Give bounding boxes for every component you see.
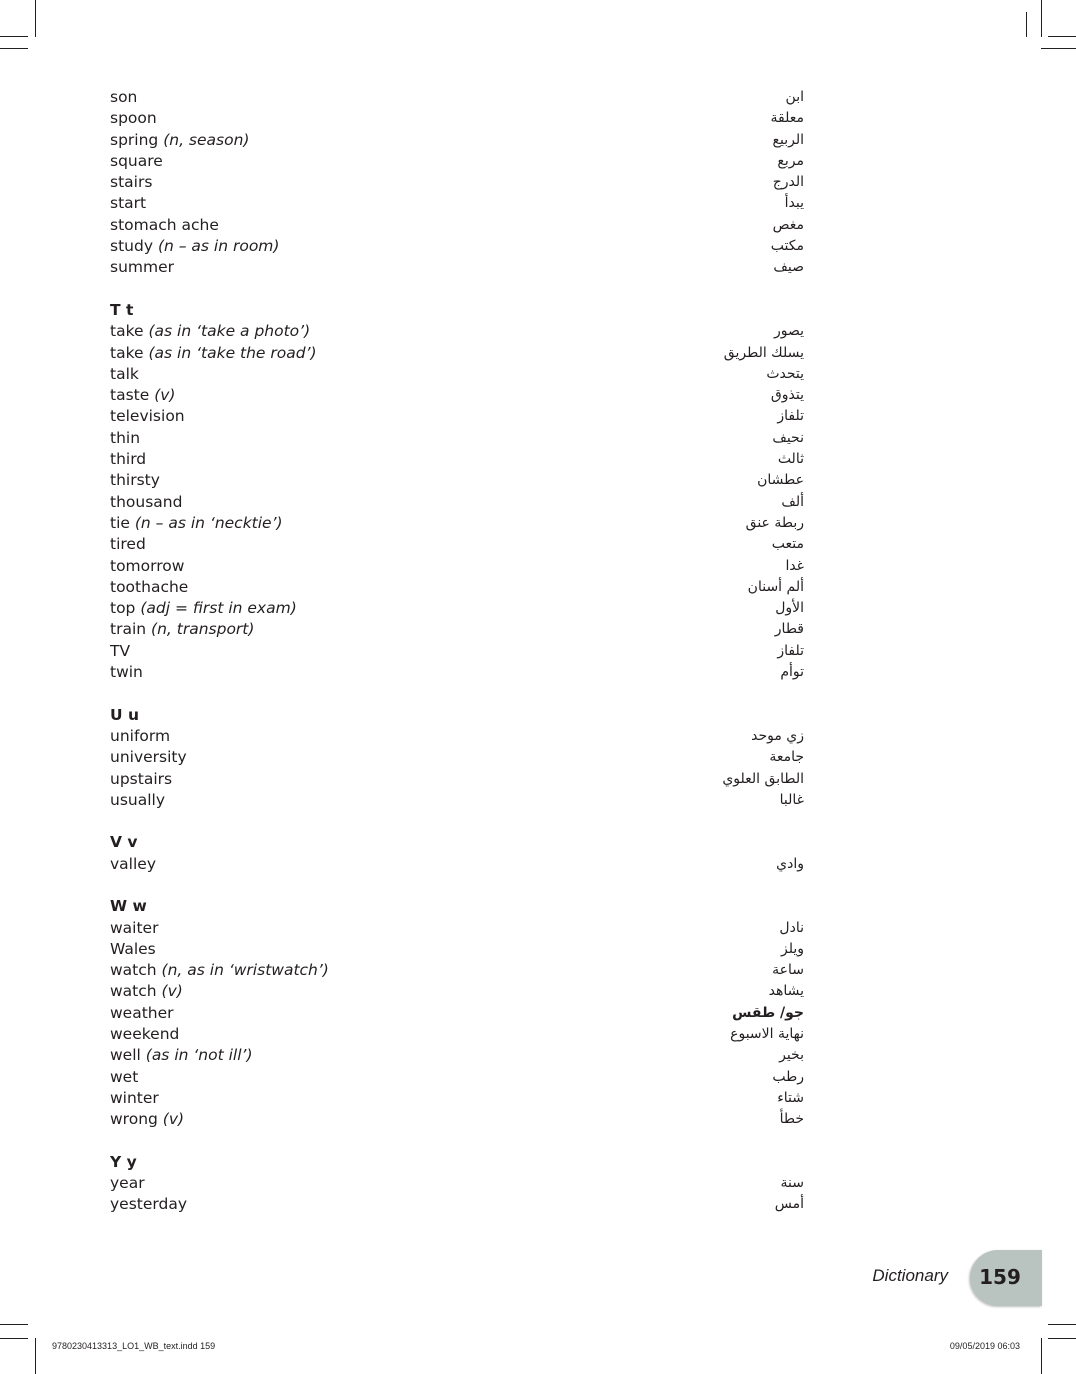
entry-english — [110, 1067, 138, 1088]
entry-arabic: مكتب — [770, 238, 804, 255]
crop-mark — [1048, 1338, 1076, 1339]
entry-word: winter — [110, 1088, 159, 1107]
entry-english — [110, 769, 172, 790]
entry-english — [110, 364, 139, 385]
entry-arabic: ويلز — [780, 940, 804, 957]
dictionary-entry — [110, 257, 804, 278]
entry-english — [110, 385, 175, 406]
entry-english — [110, 236, 279, 257]
entry-word: toothache — [110, 577, 189, 596]
section-spacer — [110, 1131, 804, 1152]
letter-heading-text: V v — [110, 833, 138, 852]
dictionary-entry — [110, 534, 804, 555]
entry-word: uniform — [110, 726, 171, 745]
entry-arabic: يصور — [773, 323, 804, 340]
dictionary-entry — [110, 1088, 804, 1109]
entry-english — [110, 1003, 174, 1024]
letter-heading — [110, 1152, 804, 1173]
entry-arabic: يسلك الطريق — [723, 344, 804, 361]
dictionary-entry — [110, 1194, 804, 1215]
crop-mark — [1048, 36, 1076, 37]
entry-arabic: ثالث — [777, 451, 804, 468]
entry-english — [110, 428, 140, 449]
entry-arabic: ربطة عنق — [745, 514, 804, 531]
entry-word: Wales — [110, 939, 156, 958]
dictionary-entry — [110, 641, 804, 662]
dictionary-entry — [110, 960, 804, 981]
entry-word: tomorrow — [110, 556, 185, 575]
section-spacer — [110, 279, 804, 300]
section-spacer — [110, 811, 804, 832]
dictionary-entry — [110, 215, 804, 236]
entry-arabic: تلفاز — [777, 642, 804, 659]
dictionary-entry — [110, 1173, 804, 1194]
entry-word: usually — [110, 790, 166, 809]
letter-heading — [110, 300, 804, 321]
entry-word: watch — [110, 961, 157, 980]
entry-word: son — [110, 88, 138, 106]
section-spacer — [110, 875, 804, 896]
entry-english — [110, 619, 254, 640]
entry-word: study — [110, 237, 153, 256]
entry-word: thirsty — [110, 471, 160, 490]
dictionary-entry — [110, 406, 804, 427]
entry-english — [110, 1045, 253, 1066]
entry-english — [110, 747, 187, 768]
entry-word: taste — [110, 386, 150, 405]
entry-english — [110, 726, 170, 747]
dictionary-entry — [110, 981, 804, 1002]
entry-arabic: ابن — [785, 89, 804, 105]
entry-word: yesterday — [110, 1195, 188, 1214]
letter-heading — [110, 705, 804, 726]
crop-mark — [1026, 12, 1027, 37]
entry-word: start — [110, 194, 147, 213]
entry-arabic: زي موحد — [751, 727, 804, 744]
entry-word: TV — [110, 641, 131, 660]
entry-arabic: بخير — [779, 1047, 804, 1064]
dictionary-entry — [110, 769, 804, 790]
crop-mark — [0, 48, 28, 49]
entry-word: tired — [110, 535, 146, 554]
entry-arabic: الأول — [775, 600, 804, 617]
entry-arabic: شتاء — [777, 1089, 804, 1106]
dictionary-entry — [110, 556, 804, 577]
entry-arabic: الدرج — [772, 174, 804, 191]
entry-english — [110, 1088, 159, 1109]
entry-english — [110, 87, 137, 108]
dictionary-entry — [110, 619, 804, 640]
entry-arabic: الطابق العلوي — [722, 770, 804, 787]
entry-arabic: قطار — [774, 621, 804, 638]
letter-heading-text: T t — [110, 300, 134, 319]
entry-note: (as in ‘take a photo’) — [148, 322, 311, 341]
entry-english — [110, 981, 183, 1002]
entry-word: spring — [110, 130, 159, 149]
entry-arabic: يتذوق — [770, 387, 804, 404]
crop-mark — [1041, 0, 1042, 37]
entry-english — [110, 960, 329, 981]
entry-english — [110, 257, 174, 278]
entry-arabic: خطأ — [779, 1111, 804, 1128]
entry-word: third — [110, 450, 147, 469]
entry-note: (n, transport) — [151, 620, 255, 639]
dictionary-entry — [110, 492, 804, 513]
dictionary-entry — [110, 854, 804, 875]
dictionary-entry — [110, 662, 804, 683]
entry-english — [110, 343, 317, 364]
entry-note: (as in ‘take the road’) — [148, 343, 317, 362]
entry-note: (n – as in ‘necktie’) — [134, 513, 283, 532]
entry-note: (v) — [162, 1110, 185, 1129]
entry-arabic: رطب — [772, 1068, 804, 1085]
dictionary-entry — [110, 108, 804, 129]
section-label: Dictionary — [872, 1266, 948, 1285]
entry-word: tie — [110, 513, 130, 532]
entry-english — [110, 641, 130, 662]
entry-arabic: نادل — [779, 919, 804, 936]
entry-word: upstairs — [110, 769, 173, 788]
entry-english — [110, 534, 146, 555]
letter-heading — [110, 832, 804, 853]
entry-note: (n, season) — [163, 130, 250, 149]
entry-word: year — [110, 1174, 145, 1193]
entry-arabic: صيف — [773, 259, 804, 276]
entry-note: (n – as in room) — [157, 237, 280, 256]
entry-english — [110, 215, 219, 236]
entry-english — [110, 449, 146, 470]
dictionary-entry — [110, 577, 804, 598]
entry-english — [110, 172, 152, 193]
entry-note: (n, as in ‘wristwatch’) — [161, 961, 329, 980]
entry-english — [110, 492, 182, 513]
dictionary-entry — [110, 598, 804, 619]
crop-mark — [1048, 1324, 1076, 1325]
crop-mark — [1041, 48, 1076, 49]
dictionary-entry — [110, 747, 804, 768]
dictionary-entry — [110, 1045, 804, 1066]
entry-word: square — [110, 151, 163, 170]
entry-note: (v) — [154, 386, 176, 405]
entry-arabic: غالبا — [779, 791, 804, 808]
entry-english — [110, 598, 297, 619]
entry-arabic: متعب — [771, 536, 804, 553]
crop-mark — [35, 1338, 36, 1374]
entry-arabic: الربيع — [772, 131, 804, 148]
entry-word: stairs — [110, 173, 153, 192]
dictionary-entry — [110, 790, 804, 811]
dictionary-entry — [110, 1024, 804, 1045]
entry-word: waiter — [110, 918, 159, 937]
entry-word: university — [110, 748, 187, 767]
entry-arabic: يبدأ — [784, 195, 804, 212]
entry-english — [110, 406, 185, 427]
entry-arabic: جو/ طقس — [732, 1004, 804, 1021]
entry-word: weather — [110, 1003, 174, 1022]
slug-file-info: 9780230413313_LO1_WB_text.indd 159 — [52, 1341, 216, 1351]
crop-mark — [35, 0, 36, 37]
entry-word: spoon — [110, 109, 157, 128]
entry-english — [110, 1109, 184, 1130]
dictionary-entry — [110, 343, 804, 364]
entry-english — [110, 513, 283, 534]
entry-arabic: مغص — [772, 216, 804, 233]
entry-arabic: ألم أسنان — [747, 578, 804, 595]
entry-arabic: أمس — [774, 1196, 804, 1213]
dictionary-entry — [110, 364, 804, 385]
entry-english — [110, 321, 310, 342]
entry-word: watch — [110, 982, 157, 1001]
entry-arabic: نحيف — [772, 429, 804, 446]
entry-english — [110, 662, 143, 683]
entry-arabic: عطشان — [757, 472, 804, 489]
dictionary-entry — [110, 1067, 804, 1088]
entry-arabic: غدا — [785, 557, 804, 574]
entry-arabic: ألف — [781, 493, 804, 510]
entry-english — [110, 130, 249, 151]
entry-word: wrong — [110, 1110, 158, 1129]
dictionary-entry — [110, 130, 804, 151]
entry-word: talk — [110, 364, 139, 383]
entry-word: top — [110, 599, 136, 618]
entry-english — [110, 556, 184, 577]
entry-arabic: نهاية الاسبوع — [730, 1026, 804, 1043]
entry-arabic: توأم — [780, 664, 804, 681]
crop-mark — [0, 36, 28, 37]
entry-word: thin — [110, 428, 141, 447]
entry-english — [110, 1194, 187, 1215]
entry-english — [110, 193, 146, 214]
dictionary-entry — [110, 939, 804, 960]
entry-english — [110, 577, 188, 598]
entry-english — [110, 790, 165, 811]
section-spacer — [110, 683, 804, 704]
entry-english — [110, 1173, 145, 1194]
entry-word: wet — [110, 1067, 139, 1086]
dictionary-entry — [110, 1003, 804, 1024]
letter-heading — [110, 896, 804, 917]
letter-heading-text: U u — [110, 705, 140, 724]
entry-english — [110, 151, 163, 172]
entry-word: twin — [110, 663, 143, 682]
dictionary-entry — [110, 385, 804, 406]
dictionary-entry — [110, 172, 804, 193]
letter-heading-text: Y y — [110, 1152, 137, 1171]
letter-heading-text: W w — [110, 897, 147, 916]
slug-date-info: 09/05/2019 06:03 — [949, 1341, 1020, 1351]
entry-word: thousand — [110, 492, 183, 511]
dictionary-entry — [110, 726, 804, 747]
dictionary-entry — [110, 321, 804, 342]
entry-english — [110, 1024, 179, 1045]
dictionary-entry — [110, 470, 804, 491]
entry-english — [110, 108, 157, 129]
entry-note: (v) — [161, 982, 183, 1001]
dictionary-entry — [110, 87, 804, 108]
entry-word: weekend — [110, 1025, 180, 1044]
entry-english — [110, 854, 156, 875]
entry-word: well — [110, 1046, 141, 1065]
entry-arabic: وادي — [776, 855, 804, 872]
entry-arabic: ساعة — [772, 962, 804, 979]
entry-note: (adj = first in exam) — [140, 599, 297, 618]
dictionary-entry — [110, 449, 804, 470]
entry-arabic: مربع — [777, 152, 804, 169]
dictionary-entry — [110, 918, 804, 939]
entry-word: stomach ache — [110, 215, 219, 234]
entry-arabic: يتحدث — [766, 365, 804, 382]
entry-word: television — [110, 407, 185, 426]
dictionary-entry — [110, 1109, 804, 1130]
entry-arabic: يشاهد — [768, 983, 804, 1000]
entry-arabic: تلفاز — [777, 408, 804, 425]
entry-word: train — [110, 620, 147, 639]
entry-note: (as in ‘not ill’) — [145, 1046, 253, 1065]
crop-mark — [1041, 1338, 1042, 1374]
crop-mark — [0, 1324, 28, 1325]
entry-english — [110, 470, 160, 491]
entry-arabic: معلقة — [770, 110, 804, 127]
dictionary-entry — [110, 236, 804, 257]
dictionary-entry — [110, 193, 804, 214]
entry-arabic: سنة — [780, 1175, 804, 1192]
entry-word: summer — [110, 258, 175, 277]
crop-mark — [0, 1338, 28, 1339]
dictionary-entry — [110, 513, 804, 534]
dictionary-entry — [110, 428, 804, 449]
entry-word: valley — [110, 854, 156, 873]
entry-english — [110, 918, 158, 939]
dictionary-entry — [110, 151, 804, 172]
dictionary-list — [110, 87, 804, 1216]
entry-word: take — [110, 322, 144, 341]
entry-arabic: جامعة — [769, 749, 804, 766]
page-number: 159 — [979, 1265, 1021, 1289]
entry-english — [110, 939, 156, 960]
entry-word: take — [110, 343, 144, 362]
